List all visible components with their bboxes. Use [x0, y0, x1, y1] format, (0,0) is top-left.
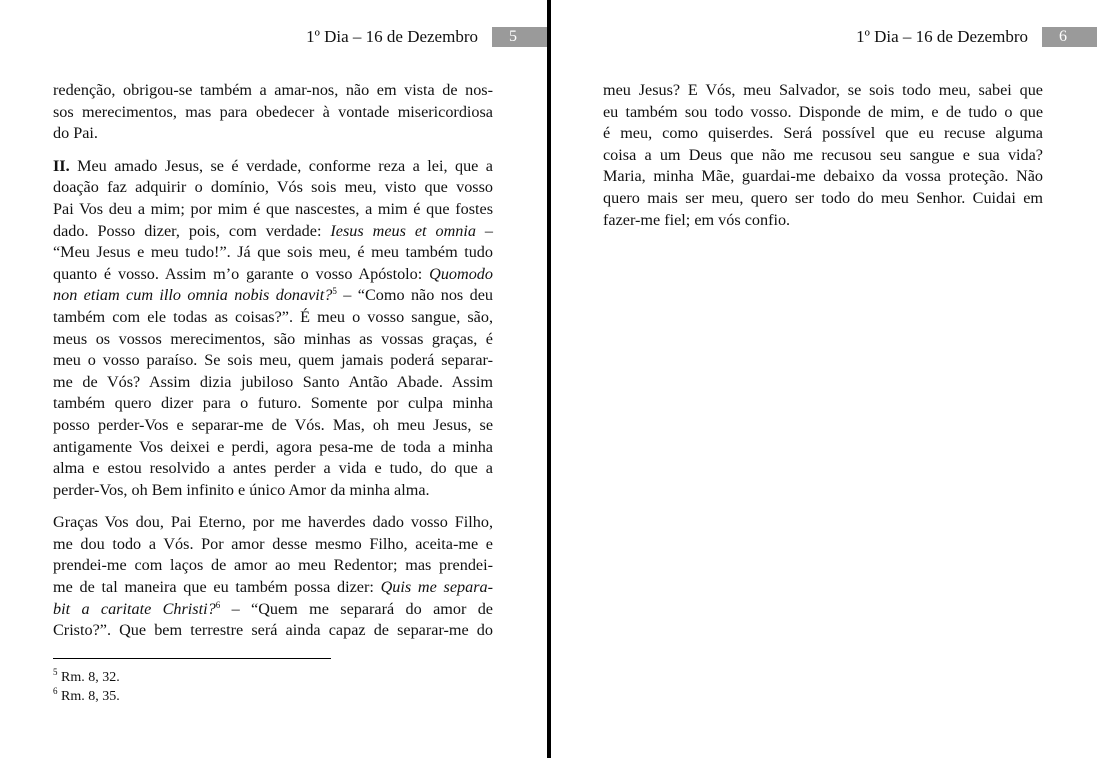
text-line: coisa a um Deus que não me recusou seu sangue e sua vida? [603, 145, 1043, 164]
text-fragment: – [475, 221, 493, 240]
footnote-number: 5 [53, 667, 58, 677]
footnote-number: 6 [53, 686, 58, 696]
text-line: Maria, minha Mãe, guardai-me debaixo da vossa proteção. Não [603, 167, 1043, 186]
page-header [306, 27, 547, 47]
text-line: prendei-me com laços de amor ao meu Redentor; mas prendei- [53, 556, 493, 575]
paragraph [603, 80, 1043, 231]
text-line: fazer-me fiel; em vós confio. [603, 210, 791, 229]
text-fragment: me de tal maneira que eu também possa dizer: [53, 578, 381, 597]
body-text [603, 80, 1043, 242]
text-line: antigamente Vos deixei e perdi, agora pesa-me de toda a minha [53, 437, 493, 456]
page-number-badge: 5 [492, 27, 547, 47]
text-line: me dou todo a Vós. Por amor desse mesmo Filho, aceita-me e [53, 534, 493, 553]
text-line: é meu, como quiserdes. Será possível que eu recuse alguma [603, 124, 1043, 143]
paragraph [53, 80, 493, 145]
latin-quote: bit a caritate Christi? [53, 599, 216, 618]
text-line: quero mais ser meu, quero ser todo do meu Senhor. Cuidai em [603, 188, 1043, 207]
text-line: Graças Vos dou, Pai Eterno, por me haverdes dado vosso Filho, [53, 513, 493, 532]
text-line [53, 156, 493, 178]
text-line: meu o vosso paraíso. Se sois meu, quem jamais poderá separar- [53, 351, 493, 370]
paragraph [53, 512, 493, 642]
header-title: 1º Dia – 16 de Dezembro [856, 27, 1028, 46]
text-fragment: quanto é vosso. Assim m’o garante o vosso Apóstolo: [53, 264, 430, 283]
footnote-text: Rm. 8, 32. [57, 670, 120, 685]
text-line [53, 599, 493, 621]
text-line [53, 264, 493, 286]
text-line: alma e estou resolvido a antes perder a vida e tudo, do que a [53, 459, 493, 478]
text-line [53, 577, 493, 599]
header-title: 1º Dia – 16 de Dezembro [306, 27, 478, 46]
text-line: doação faz adquirir o domínio, Vós sois meu, visto que vosso [53, 178, 493, 197]
text-fragment: dado. Posso dizer, pois, com verdade: [53, 221, 331, 240]
right-page [551, 0, 1097, 758]
footnotes [53, 668, 120, 706]
text-line: Pai Vos deu a mim; por mim é que nascestes, a mim é que fostes [53, 199, 493, 218]
page-header [856, 27, 1097, 47]
text-line: meu Jesus? E Vós, meu Salvador, se sois todo meu, sabei que [603, 81, 1043, 99]
text-line: também com ele todas as coisas?”. É meu o vosso sangue, são, [53, 307, 493, 326]
text-line: sos merecimentos, mas para obedecer à vontade misericordiosa [53, 102, 493, 121]
section-numeral: II. [53, 156, 70, 175]
text-line: Cristo?”. Que bem terrestre será ainda capaz de separar-me do [53, 621, 493, 640]
footnote [53, 687, 120, 706]
paragraph [53, 156, 493, 502]
text-line: posso perder-Vos e separar-me de Vós. Mas, oh meu Jesus, se [53, 415, 493, 434]
text-line: redenção, obrigou-se também a amar-nos, não em vista de nos- [53, 81, 493, 99]
text-line: perder-Vos, oh Bem infinito e único Amor da minha alma. [53, 480, 430, 499]
footnote-text: Rm. 8, 35. [57, 689, 120, 704]
footnote-ref[interactable]: 5 [332, 286, 337, 297]
text-line: me de Vós? Assim dizia jubiloso Santo Antão Abade. Assim [53, 372, 493, 391]
footnote-ref[interactable]: 6 [215, 599, 221, 610]
latin-quote: Iesus meus et omnia [330, 221, 476, 240]
text-line [53, 221, 493, 243]
text-line: também quero dizer para o futuro. Somente por culpa minha [53, 394, 493, 413]
text-line: do Pai. [53, 124, 98, 143]
latin-quote: Quomodo [429, 264, 493, 283]
latin-quote: non etiam cum illo omnia nobis donavit? [53, 286, 333, 305]
text-line: meus os vossos merecimentos, são minhas as vossas graças, é [53, 329, 493, 348]
text-line: “Meu Jesus e meu tudo!”. Já que sois meu, é meu também tudo [53, 243, 493, 262]
text-fragment: – “Quem me separará do amor de [220, 599, 493, 618]
text-line: eu também sou todo vosso. Disponde de mim, e de tudo o que [603, 102, 1043, 121]
text-fragment: Meu amado Jesus, se é verdade, conforme reza a lei, que a [69, 156, 493, 175]
body-text [53, 80, 493, 653]
footnote [53, 668, 120, 687]
text-fragment: – “Como não nos deu [336, 286, 493, 305]
footnote-separator [53, 658, 331, 659]
left-page [0, 0, 547, 758]
latin-quote: Quis me separa- [380, 578, 493, 597]
page-number-badge: 6 [1042, 27, 1097, 47]
text-line [53, 285, 493, 307]
